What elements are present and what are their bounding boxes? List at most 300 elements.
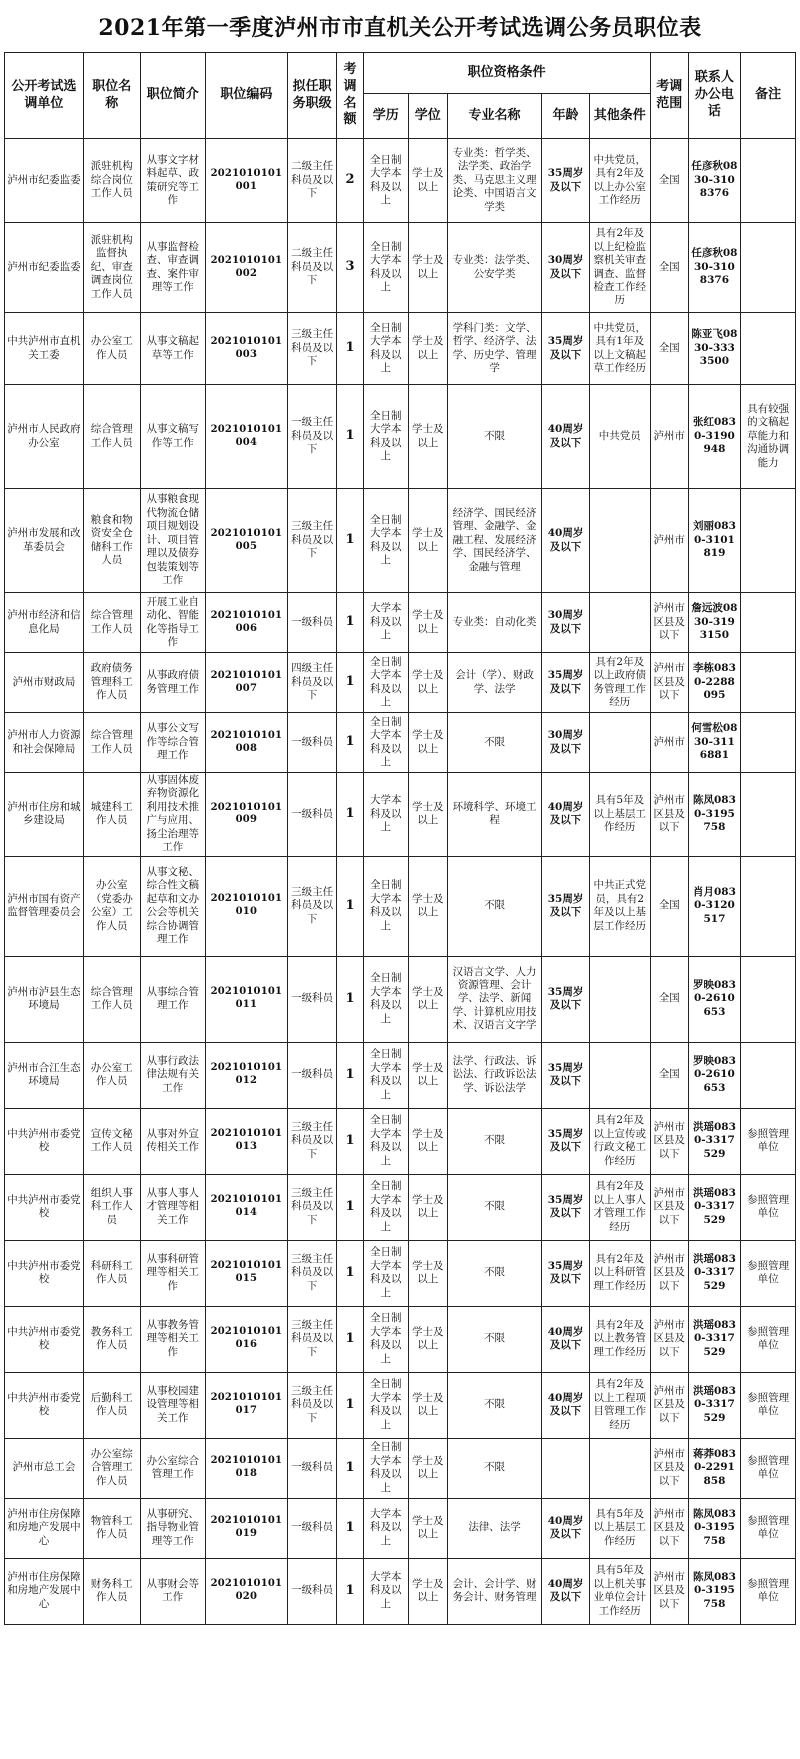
cell-major: 不限 xyxy=(447,385,542,489)
cell-age: 40周岁及以下 xyxy=(542,1372,589,1438)
cell-code: 2021010101002 xyxy=(205,223,287,313)
cell-unit: 泸州市住房保障和房地产发展中心 xyxy=(5,1558,84,1624)
cell-level: 三级主任科员及以下 xyxy=(287,1174,336,1240)
cell-major: 会计（学）、财政学、法学 xyxy=(447,653,542,713)
cell-other: 具有2年及以上政府债务管理工作经历 xyxy=(589,653,650,713)
cell-quota: 1 xyxy=(337,385,363,489)
cell-note xyxy=(741,223,796,313)
cell-quota: 1 xyxy=(337,1306,363,1372)
cell-intro: 从事文稿写作等工作 xyxy=(140,385,205,489)
cell-other xyxy=(589,489,650,593)
cell-position: 物管科工作人员 xyxy=(83,1498,140,1558)
table-body xyxy=(5,139,796,1625)
table-row xyxy=(5,1438,796,1498)
cell-code: 2021010101012 xyxy=(205,1042,287,1108)
cell-note: 参照管理单位 xyxy=(741,1558,796,1624)
cell-education: 大学本科及以上 xyxy=(363,593,408,653)
cell-age: 40周岁及以下 xyxy=(542,773,589,857)
header-major: 专业名称 xyxy=(447,94,542,139)
cell-age: 35周岁及以下 xyxy=(542,653,589,713)
cell-note xyxy=(741,1042,796,1108)
cell-major: 汉语言文学、人力资源管理、会计学、法学、新闻学、计算机应用技术、汉语言文字学 xyxy=(447,956,542,1042)
cell-education: 全日制大学本科及以上 xyxy=(363,956,408,1042)
cell-age: 35周岁及以下 xyxy=(542,139,589,223)
cell-major: 专业类：法学类、公安学类 xyxy=(447,223,542,313)
cell-position: 后勤科工作人员 xyxy=(83,1372,140,1438)
cell-code: 2021010101009 xyxy=(205,773,287,857)
cell-age: 35周岁及以下 xyxy=(542,1174,589,1240)
cell-intro: 从事文字材料起草、政策研究等工作 xyxy=(140,139,205,223)
cell-intro: 开展工业自动化、智能化等指导工作 xyxy=(140,593,205,653)
header-other: 其他条件 xyxy=(589,94,650,139)
cell-age: 30周岁及以下 xyxy=(542,713,589,773)
cell-position: 粮食和物资安全仓储科工作人员 xyxy=(83,489,140,593)
table-row xyxy=(5,653,796,713)
cell-age: 35周岁及以下 xyxy=(542,956,589,1042)
cell-code: 2021010101010 xyxy=(205,856,287,956)
cell-contact: 陈凤0830-3195758 xyxy=(688,1558,741,1624)
cell-contact: 肖月0830-3120517 xyxy=(688,856,741,956)
cell-level: 一级科员 xyxy=(287,593,336,653)
cell-quota: 1 xyxy=(337,489,363,593)
cell-position: 财务科工作人员 xyxy=(83,1558,140,1624)
cell-note xyxy=(741,593,796,653)
cell-position: 派驻机构综合岗位工作人员 xyxy=(83,139,140,223)
table-row xyxy=(5,313,796,385)
cell-other: 具有2年及以上宣传或行政文秘工作经历 xyxy=(589,1108,650,1174)
cell-contact: 罗映0830-2610653 xyxy=(688,1042,741,1108)
cell-quota: 1 xyxy=(337,1438,363,1498)
cell-other: 具有5年及以上基层工作经历 xyxy=(589,773,650,857)
cell-note xyxy=(741,313,796,385)
cell-scope: 泸州市区县及以下 xyxy=(650,593,688,653)
cell-unit: 泸州市经济和信息化局 xyxy=(5,593,84,653)
cell-degree: 学士及以上 xyxy=(408,1240,447,1306)
cell-degree: 学士及以上 xyxy=(408,856,447,956)
cell-level: 四级主任科员及以下 xyxy=(287,653,336,713)
cell-unit: 泸州市合江生态环境局 xyxy=(5,1042,84,1108)
cell-degree: 学士及以上 xyxy=(408,1498,447,1558)
cell-position: 政府债务管理科工作人员 xyxy=(83,653,140,713)
cell-contact: 任彦秋0830-3108376 xyxy=(688,139,741,223)
table-row xyxy=(5,139,796,223)
cell-code: 2021010101001 xyxy=(205,139,287,223)
table-row xyxy=(5,1042,796,1108)
cell-scope: 泸州市区县及以下 xyxy=(650,1558,688,1624)
cell-contact: 蒋莽0830-2291858 xyxy=(688,1438,741,1498)
cell-age: 35周岁及以下 xyxy=(542,313,589,385)
table-row xyxy=(5,1174,796,1240)
cell-age xyxy=(542,1438,589,1498)
cell-scope: 全国 xyxy=(650,956,688,1042)
cell-level: 二级主任科员及以下 xyxy=(287,139,336,223)
cell-degree: 学士及以上 xyxy=(408,1174,447,1240)
table-row xyxy=(5,1306,796,1372)
table-row xyxy=(5,489,796,593)
cell-unit: 泸州市人民政府办公室 xyxy=(5,385,84,489)
cell-level: 一级科员 xyxy=(287,773,336,857)
cell-education: 全日制大学本科及以上 xyxy=(363,1306,408,1372)
table-row xyxy=(5,1498,796,1558)
cell-other xyxy=(589,1042,650,1108)
cell-note xyxy=(741,956,796,1042)
cell-unit: 泸州市总工会 xyxy=(5,1438,84,1498)
cell-education: 全日制大学本科及以上 xyxy=(363,713,408,773)
cell-other: 具有2年及以上科研管理工作经历 xyxy=(589,1240,650,1306)
cell-major: 不限 xyxy=(447,856,542,956)
cell-intro: 从事政府债务管理工作 xyxy=(140,653,205,713)
cell-scope: 泸州市区县及以下 xyxy=(650,1306,688,1372)
cell-position: 综合管理工作人员 xyxy=(83,593,140,653)
cell-education: 大学本科及以上 xyxy=(363,1558,408,1624)
table-row xyxy=(5,1558,796,1624)
cell-major: 不限 xyxy=(447,1372,542,1438)
cell-code: 2021010101005 xyxy=(205,489,287,593)
cell-scope: 泸州市区县及以下 xyxy=(650,1240,688,1306)
cell-degree: 学士及以上 xyxy=(408,139,447,223)
cell-note xyxy=(741,856,796,956)
cell-degree: 学士及以上 xyxy=(408,489,447,593)
cell-major: 法学、行政法、诉讼法、行政诉讼法学、诉讼法学 xyxy=(447,1042,542,1108)
cell-note: 具有较强的文稿起草能力和沟通协调能力 xyxy=(741,385,796,489)
cell-position: 组织人事科工作人员 xyxy=(83,1174,140,1240)
cell-major: 不限 xyxy=(447,1174,542,1240)
header-education: 学历 xyxy=(363,94,408,139)
cell-degree: 学士及以上 xyxy=(408,313,447,385)
cell-contact: 陈凤0830-3195758 xyxy=(688,1498,741,1558)
cell-contact: 洪瑶0830-3317529 xyxy=(688,1174,741,1240)
cell-unit: 泸州市人力资源和社会保障局 xyxy=(5,713,84,773)
cell-scope: 泸州市区县及以下 xyxy=(650,773,688,857)
cell-intro: 从事粮食现代物流仓储项目规划设计、项目管理以及债券包装策划等工作 xyxy=(140,489,205,593)
cell-contact: 洪瑶0830-3317529 xyxy=(688,1240,741,1306)
cell-age: 40周岁及以下 xyxy=(542,385,589,489)
cell-contact: 罗映0830-2610653 xyxy=(688,956,741,1042)
cell-unit: 泸州市泸县生态环境局 xyxy=(5,956,84,1042)
cell-level: 一级科员 xyxy=(287,713,336,773)
cell-level: 三级主任科员及以下 xyxy=(287,1108,336,1174)
cell-education: 全日制大学本科及以上 xyxy=(363,139,408,223)
cell-quota: 1 xyxy=(337,856,363,956)
cell-contact: 陈凤0830-3195758 xyxy=(688,773,741,857)
table-header xyxy=(5,53,796,139)
cell-degree: 学士及以上 xyxy=(408,385,447,489)
cell-unit: 中共泸州市委党校 xyxy=(5,1372,84,1438)
cell-contact: 刘丽0830-3101819 xyxy=(688,489,741,593)
cell-age: 40周岁及以下 xyxy=(542,1498,589,1558)
cell-intro: 从事校园建设管理等相关工作 xyxy=(140,1372,205,1438)
cell-education: 大学本科及以上 xyxy=(363,773,408,857)
cell-major: 法律、法学 xyxy=(447,1498,542,1558)
cell-major: 不限 xyxy=(447,1108,542,1174)
cell-education: 全日制大学本科及以上 xyxy=(363,1372,408,1438)
cell-quota: 1 xyxy=(337,773,363,857)
cell-position: 办公室工作人员 xyxy=(83,1042,140,1108)
table-row xyxy=(5,385,796,489)
cell-major: 学科门类：文学、哲学、经济学、法学、历史学、管理学 xyxy=(447,313,542,385)
cell-contact: 詹远波0830-3193150 xyxy=(688,593,741,653)
cell-other: 具有5年及以上机关事业单位会计工作经历 xyxy=(589,1558,650,1624)
cell-intro: 从事综合管理工作 xyxy=(140,956,205,1042)
cell-education: 全日制大学本科及以上 xyxy=(363,1240,408,1306)
cell-level: 一级科员 xyxy=(287,1558,336,1624)
cell-age: 40周岁及以下 xyxy=(542,1306,589,1372)
cell-age: 35周岁及以下 xyxy=(542,1042,589,1108)
cell-note xyxy=(741,713,796,773)
cell-other: 中共党员，具有1年及以上文稿起草工作经历 xyxy=(589,313,650,385)
cell-education: 全日制大学本科及以上 xyxy=(363,223,408,313)
cell-quota: 1 xyxy=(337,313,363,385)
cell-degree: 学士及以上 xyxy=(408,1042,447,1108)
cell-contact: 何雪松0830-3116881 xyxy=(688,713,741,773)
header-code: 职位编码 xyxy=(205,53,287,139)
cell-unit: 泸州市财政局 xyxy=(5,653,84,713)
cell-scope: 全国 xyxy=(650,223,688,313)
cell-unit: 中共泸州市委党校 xyxy=(5,1108,84,1174)
cell-note: 参照管理单位 xyxy=(741,1372,796,1438)
cell-quota: 1 xyxy=(337,1558,363,1624)
cell-scope: 泸州市区县及以下 xyxy=(650,1372,688,1438)
cell-level: 三级主任科员及以下 xyxy=(287,313,336,385)
cell-note xyxy=(741,653,796,713)
cell-note xyxy=(741,139,796,223)
cell-age: 30周岁及以下 xyxy=(542,223,589,313)
cell-scope: 泸州市区县及以下 xyxy=(650,1498,688,1558)
table-row xyxy=(5,713,796,773)
cell-degree: 学士及以上 xyxy=(408,1306,447,1372)
header-age: 年龄 xyxy=(542,94,589,139)
cell-major: 专业类：自动化类 xyxy=(447,593,542,653)
cell-position: 综合管理工作人员 xyxy=(83,956,140,1042)
cell-other xyxy=(589,1438,650,1498)
cell-scope: 全国 xyxy=(650,313,688,385)
cell-code: 2021010101020 xyxy=(205,1558,287,1624)
cell-intro: 从事财会等工作 xyxy=(140,1558,205,1624)
cell-scope: 全国 xyxy=(650,1042,688,1108)
cell-scope: 泸州市区县及以下 xyxy=(650,1438,688,1498)
cell-degree: 学士及以上 xyxy=(408,713,447,773)
table-row xyxy=(5,593,796,653)
cell-note: 参照管理单位 xyxy=(741,1498,796,1558)
header-scope: 考调范围 xyxy=(650,53,688,139)
cell-contact: 张红0830-3190948 xyxy=(688,385,741,489)
cell-contact: 陈亚飞0830-3333500 xyxy=(688,313,741,385)
cell-code: 2021010101008 xyxy=(205,713,287,773)
cell-degree: 学士及以上 xyxy=(408,1372,447,1438)
cell-intro: 从事人事人才管理等相关工作 xyxy=(140,1174,205,1240)
cell-age: 35周岁及以下 xyxy=(542,1240,589,1306)
cell-level: 三级主任科员及以下 xyxy=(287,1240,336,1306)
cell-position: 科研科工作人员 xyxy=(83,1240,140,1306)
cell-major: 不限 xyxy=(447,1438,542,1498)
table-row xyxy=(5,1108,796,1174)
cell-degree: 学士及以上 xyxy=(408,593,447,653)
cell-other: 具有2年及以上人事人才管理工作经历 xyxy=(589,1174,650,1240)
cell-major: 会计、会计学、财务会计、财务管理 xyxy=(447,1558,542,1624)
cell-quota: 1 xyxy=(337,1042,363,1108)
cell-code: 2021010101017 xyxy=(205,1372,287,1438)
cell-code: 2021010101004 xyxy=(205,385,287,489)
cell-level: 一级科员 xyxy=(287,956,336,1042)
cell-contact: 洪瑶0830-3317529 xyxy=(688,1108,741,1174)
cell-quota: 1 xyxy=(337,956,363,1042)
cell-education: 全日制大学本科及以上 xyxy=(363,1174,408,1240)
cell-quota: 1 xyxy=(337,593,363,653)
cell-age: 40周岁及以下 xyxy=(542,489,589,593)
cell-scope: 全国 xyxy=(650,139,688,223)
header-degree: 学位 xyxy=(408,94,447,139)
cell-position: 综合管理工作人员 xyxy=(83,385,140,489)
cell-note: 参照管理单位 xyxy=(741,1438,796,1498)
header-intro: 职位简介 xyxy=(140,53,205,139)
cell-code: 2021010101018 xyxy=(205,1438,287,1498)
cell-intro: 办公室综合管理工作 xyxy=(140,1438,205,1498)
cell-code: 2021010101019 xyxy=(205,1498,287,1558)
cell-education: 大学本科及以上 xyxy=(363,1498,408,1558)
cell-scope: 全国 xyxy=(650,856,688,956)
cell-other: 具有2年及以上教务管理工作经历 xyxy=(589,1306,650,1372)
cell-unit: 泸州市国有资产监督管理委员会 xyxy=(5,856,84,956)
cell-education: 全日制大学本科及以上 xyxy=(363,1108,408,1174)
cell-scope: 泸州市 xyxy=(650,385,688,489)
cell-code: 2021010101014 xyxy=(205,1174,287,1240)
table-row xyxy=(5,223,796,313)
cell-education: 全日制大学本科及以上 xyxy=(363,385,408,489)
cell-major: 不限 xyxy=(447,1240,542,1306)
header-level: 拟任职务职级 xyxy=(287,53,336,139)
cell-position: 办公室（党委办公室）工作人员 xyxy=(83,856,140,956)
cell-scope: 泸州市区县及以下 xyxy=(650,1174,688,1240)
cell-scope: 泸州市 xyxy=(650,713,688,773)
cell-unit: 中共泸州市直机关工委 xyxy=(5,313,84,385)
table-row xyxy=(5,1240,796,1306)
table-row xyxy=(5,956,796,1042)
cell-intro: 从事文稿起草等工作 xyxy=(140,313,205,385)
cell-education: 全日制大学本科及以上 xyxy=(363,1438,408,1498)
cell-position: 综合管理工作人员 xyxy=(83,713,140,773)
cell-degree: 学士及以上 xyxy=(408,1108,447,1174)
cell-intro: 从事文秘、综合性文稿起草和文办公会等机关综合协调管理工作 xyxy=(140,856,205,956)
cell-contact: 洪瑶0830-3317529 xyxy=(688,1306,741,1372)
cell-level: 三级主任科员及以下 xyxy=(287,489,336,593)
cell-code: 2021010101016 xyxy=(205,1306,287,1372)
cell-quota: 2 xyxy=(337,139,363,223)
cell-code: 2021010101007 xyxy=(205,653,287,713)
cell-intro: 从事监督检查、审查调查、案件审理等工作 xyxy=(140,223,205,313)
cell-education: 全日制大学本科及以上 xyxy=(363,653,408,713)
document-title: 2021年第一季度泸州市市直机关公开考试选调公务员职位表 xyxy=(98,15,702,41)
cell-contact: 李栋0830-2288095 xyxy=(688,653,741,713)
positions-table xyxy=(4,52,796,1625)
cell-unit: 泸州市发展和改革委员会 xyxy=(5,489,84,593)
cell-scope: 泸州市区县及以下 xyxy=(650,1108,688,1174)
cell-quota: 1 xyxy=(337,1498,363,1558)
cell-quota: 3 xyxy=(337,223,363,313)
cell-quota: 1 xyxy=(337,1240,363,1306)
header-position: 职位名称 xyxy=(83,53,140,139)
cell-degree: 学士及以上 xyxy=(408,773,447,857)
cell-age: 35周岁及以下 xyxy=(542,856,589,956)
cell-degree: 学士及以上 xyxy=(408,956,447,1042)
cell-intro: 从事公文写作等综合管理工作 xyxy=(140,713,205,773)
cell-position: 教务科工作人员 xyxy=(83,1306,140,1372)
header-note: 备注 xyxy=(741,53,796,139)
cell-level: 一级科员 xyxy=(287,1042,336,1108)
cell-major: 环境科学、环境工程 xyxy=(447,773,542,857)
cell-other xyxy=(589,593,650,653)
cell-intro: 从事对外宣传相关工作 xyxy=(140,1108,205,1174)
cell-other: 中共党员，具有2年及以上办公室工作经历 xyxy=(589,139,650,223)
cell-unit: 泸州市住房保障和房地产发展中心 xyxy=(5,1498,84,1558)
cell-note: 参照管理单位 xyxy=(741,1240,796,1306)
cell-degree: 学士及以上 xyxy=(408,653,447,713)
cell-code: 2021010101003 xyxy=(205,313,287,385)
cell-code: 2021010101011 xyxy=(205,956,287,1042)
cell-quota: 1 xyxy=(337,653,363,713)
cell-major: 专业类：哲学类、法学类、政治学类、马克思主义理论类、中国语言文学类 xyxy=(447,139,542,223)
cell-major: 经济学、国民经济管理、金融学、金融工程、发展经济学、国民经济学、金融与管理 xyxy=(447,489,542,593)
cell-scope: 泸州市区县及以下 xyxy=(650,653,688,713)
cell-contact: 任彦秋0830-3108376 xyxy=(688,223,741,313)
cell-intro: 从事行政法律法规有关工作 xyxy=(140,1042,205,1108)
header-contact: 联系人办公电话 xyxy=(688,53,741,139)
cell-level: 一级主任科员及以下 xyxy=(287,385,336,489)
cell-other: 具有2年及以上工程项目管理工作经历 xyxy=(589,1372,650,1438)
cell-other xyxy=(589,713,650,773)
cell-quota: 1 xyxy=(337,1372,363,1438)
cell-position: 办公室工作人员 xyxy=(83,313,140,385)
cell-level: 二级主任科员及以下 xyxy=(287,223,336,313)
cell-major: 不限 xyxy=(447,1306,542,1372)
cell-other: 具有2年及以上纪检监察机关审查调查、监督检查工作经历 xyxy=(589,223,650,313)
header-unit: 公开考试选调单位 xyxy=(5,53,84,139)
cell-position: 城建科工作人员 xyxy=(83,773,140,857)
table-row xyxy=(5,856,796,956)
table-row xyxy=(5,1372,796,1438)
header-quota: 考调名额 xyxy=(337,53,363,139)
cell-note xyxy=(741,489,796,593)
cell-note: 参照管理单位 xyxy=(741,1174,796,1240)
cell-quota: 1 xyxy=(337,1108,363,1174)
cell-position: 宣传文秘工作人员 xyxy=(83,1108,140,1174)
cell-unit: 泸州市纪委监委 xyxy=(5,223,84,313)
cell-position: 办公室综合管理工作人员 xyxy=(83,1438,140,1498)
cell-age: 30周岁及以下 xyxy=(542,593,589,653)
cell-intro: 从事科研管理等相关工作 xyxy=(140,1240,205,1306)
cell-code: 2021010101013 xyxy=(205,1108,287,1174)
cell-intro: 从事固体废弃物资源化利用技术推广与应用、扬尘治理等工作 xyxy=(140,773,205,857)
table-row xyxy=(5,773,796,857)
cell-quota: 1 xyxy=(337,1174,363,1240)
cell-age: 40周岁及以下 xyxy=(542,1558,589,1624)
cell-level: 三级主任科员及以下 xyxy=(287,1372,336,1438)
cell-degree: 学士及以上 xyxy=(408,1558,447,1624)
cell-note: 参照管理单位 xyxy=(741,1108,796,1174)
cell-intro: 从事研究、指导物业管理等工作 xyxy=(140,1498,205,1558)
cell-position: 派驻机构监督执纪、审查调查岗位工作人员 xyxy=(83,223,140,313)
cell-major: 不限 xyxy=(447,713,542,773)
cell-degree: 学士及以上 xyxy=(408,223,447,313)
cell-note xyxy=(741,773,796,857)
cell-other: 具有5年及以上基层工作经历 xyxy=(589,1498,650,1558)
cell-education: 全日制大学本科及以上 xyxy=(363,856,408,956)
cell-degree: 学士及以上 xyxy=(408,1438,447,1498)
cell-unit: 泸州市住房和城乡建设局 xyxy=(5,773,84,857)
cell-education: 全日制大学本科及以上 xyxy=(363,489,408,593)
cell-unit: 中共泸州市委党校 xyxy=(5,1174,84,1240)
cell-level: 三级主任科员及以下 xyxy=(287,1306,336,1372)
cell-other xyxy=(589,956,650,1042)
